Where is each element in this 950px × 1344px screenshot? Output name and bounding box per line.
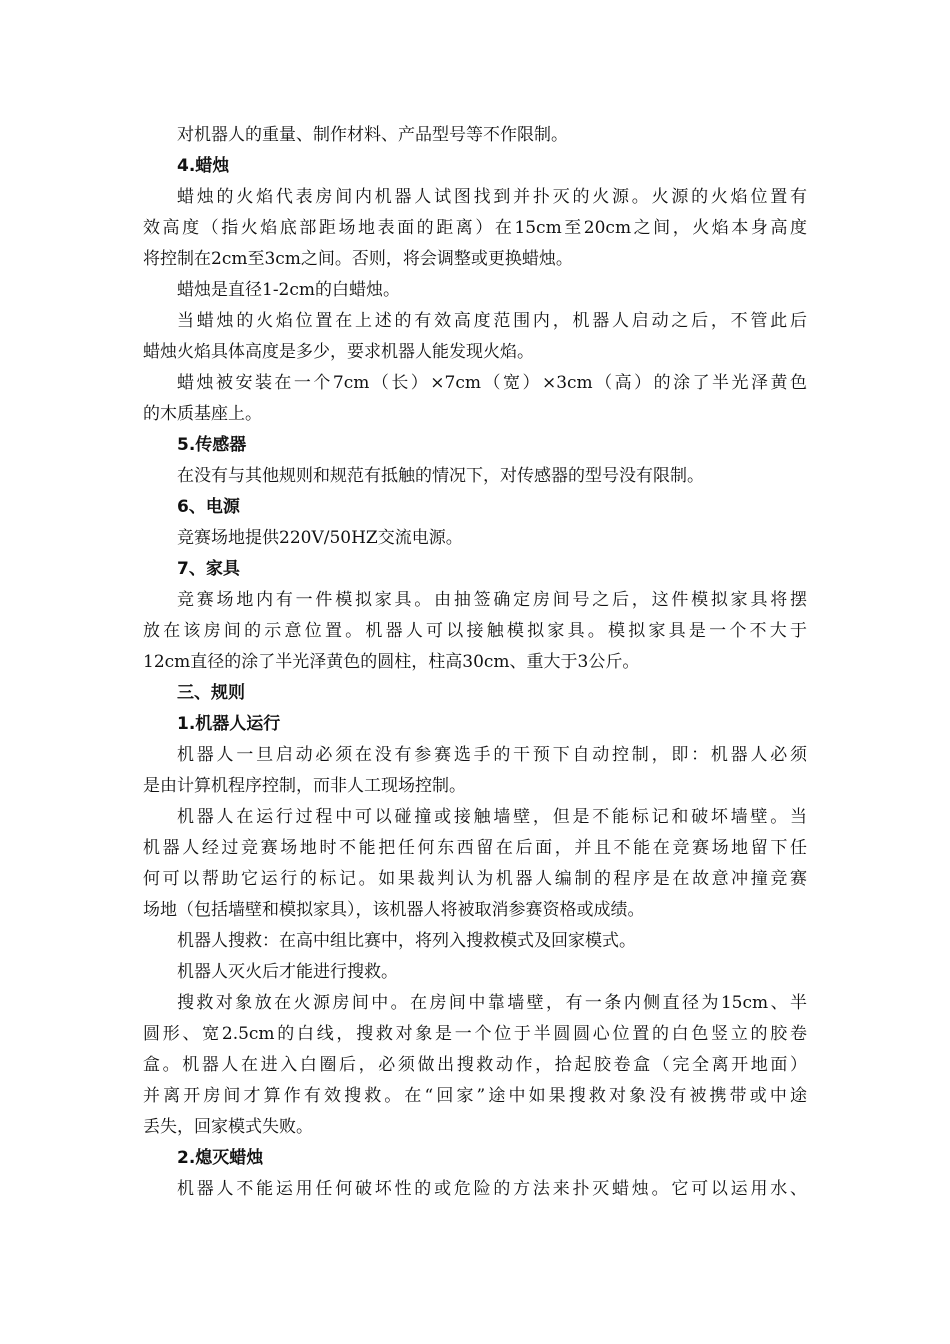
- paragraph-line: 将控制在2cm至3cm之间。否则，将会调整或更换蜡烛。: [143, 249, 573, 269]
- chapter-heading-rules: 三、规则: [177, 683, 245, 703]
- section-heading-power: 6、电源: [177, 497, 240, 517]
- paragraph-line: 场地（包括墙壁和模拟家具），该机器人将被取消参赛资格或成绩。: [143, 900, 645, 920]
- paragraph-line: 机器人在运行过程中可以碰撞或接触墙壁，但是不能标记和破坏墙壁。当: [177, 807, 807, 827]
- paragraph-line: 蜡烛的火焰代表房间内机器人试图找到并扑灭的火源。火源的火焰位置有: [177, 187, 807, 207]
- paragraph-line: 12cm直径的涂了半光泽黄色的圆柱，柱高30cm、重大于3公斤。: [143, 652, 640, 672]
- paragraph-line: 机器人搜救：在高中组比赛中，将列入搜救模式及回家模式。: [177, 931, 636, 951]
- paragraph-line: 是由计算机程序控制，而非人工现场控制。: [143, 776, 466, 796]
- document-body: [143, 120, 807, 1205]
- section-heading-robot-operation: 1.机器人运行: [177, 714, 281, 734]
- paragraph-line: 蜡烛是直径1-2cm的白蜡烛。: [177, 280, 401, 300]
- paragraph-line: 机器人不能运用任何破坏性的或危险的方法来扑灭蜡烛。它可以运用水、: [177, 1179, 807, 1199]
- paragraph-line: 的木质基座上。: [143, 404, 262, 424]
- section-heading-sensor: 5.传感器: [177, 435, 247, 455]
- paragraph-line: 圆形、宽2.5cm的白线，搜救对象是一个位于半圆圆心位置的白色竖立的胶卷: [143, 1024, 807, 1044]
- paragraph-line: 机器人经过竞赛场地时不能把任何东西留在后面，并且不能在竞赛场地留下任: [143, 838, 807, 858]
- paragraph-line: 何可以帮助它运行的标记。如果裁判认为机器人编制的程序是在故意冲撞竞赛: [143, 869, 807, 889]
- paragraph-line: 蜡烛火焰具体高度是多少，要求机器人能发现火焰。: [143, 342, 534, 362]
- section-heading-extinguish-candle: 2.熄灭蜡烛: [177, 1148, 264, 1168]
- paragraph-line: 竞赛场地提供220V/50HZ交流电源。: [177, 528, 463, 548]
- paragraph-line: 搜救对象放在火源房间中。在房间中靠墙壁，有一条内侧直径为15cm、半: [177, 993, 807, 1013]
- paragraph-line: 放在该房间的示意位置。机器人可以接触模拟家具。模拟家具是一个不大于: [143, 621, 807, 641]
- paragraph-line: 对机器人的重量、制作材料、产品型号等不作限制。: [177, 125, 568, 145]
- paragraph-line: 效高度（指火焰底部距场地表面的距离）在15cm至20cm之间，火焰本身高度: [143, 218, 807, 238]
- paragraph-line: 竞赛场地内有一件模拟家具。由抽签确定房间号之后，这件模拟家具将摆: [177, 590, 807, 610]
- paragraph-line: 蜡烛被安装在一个7cm（长）×7cm（宽）×3cm（高）的涂了半光泽黄色: [177, 373, 807, 393]
- section-heading-candle: 4.蜡烛: [177, 156, 230, 176]
- paragraph-line: 当蜡烛的火焰位置在上述的有效高度范围内，机器人启动之后，不管此后: [177, 311, 807, 331]
- paragraph-line: 丢失，回家模式失败。: [143, 1117, 313, 1137]
- paragraph-line: 盒。机器人在进入白圈后，必须做出搜救动作，拾起胶卷盒（完全离开地面）: [143, 1055, 807, 1075]
- paragraph-line: 并离开房间才算作有效搜救。在“回家”途中如果搜救对象没有被携带或中途: [143, 1086, 807, 1106]
- paragraph-line: 在没有与其他规则和规范有抵触的情况下，对传感器的型号没有限制。: [177, 466, 704, 486]
- paragraph-line: 机器人灭火后才能进行搜救。: [177, 962, 398, 982]
- paragraph-line: 机器人一旦启动必须在没有参赛选手的干预下自动控制，即：机器人必须: [177, 745, 807, 765]
- section-heading-furniture: 7、家具: [177, 559, 240, 579]
